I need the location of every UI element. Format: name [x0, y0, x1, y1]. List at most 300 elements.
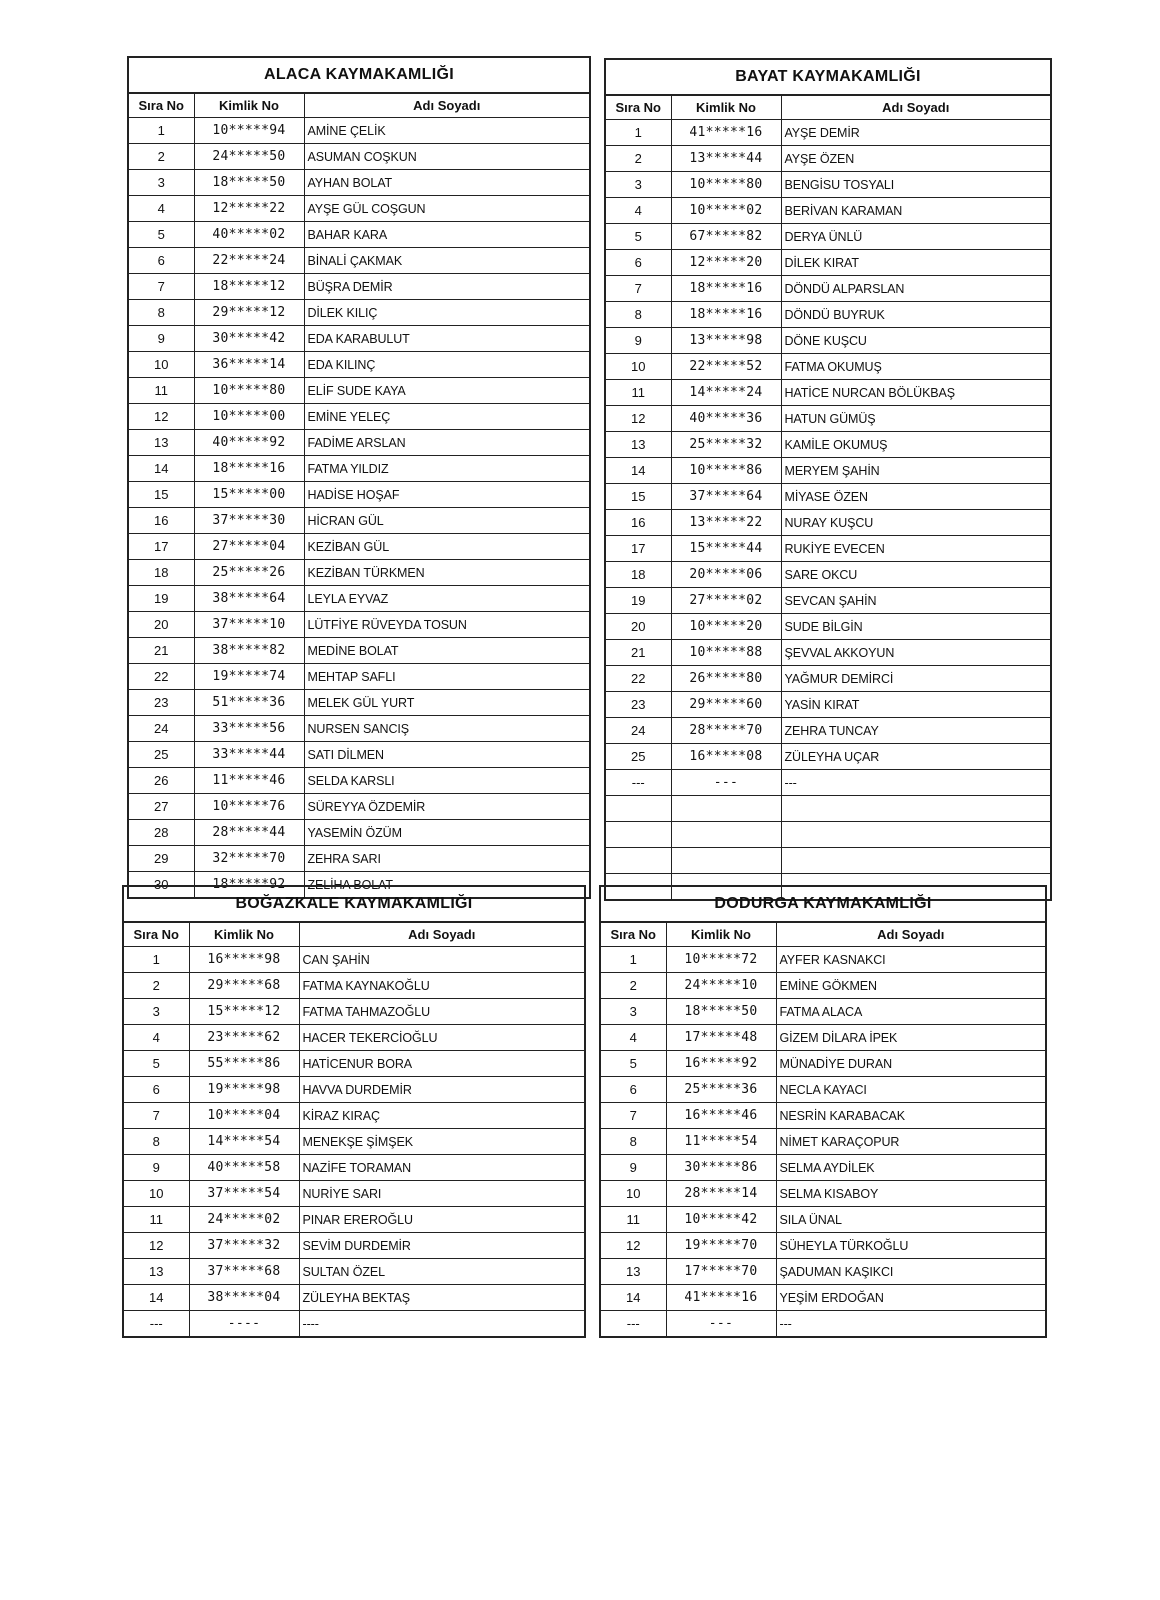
- row-number: 28: [128, 820, 194, 846]
- table-row: [605, 276, 1051, 302]
- row-number: 15: [128, 482, 194, 508]
- table-row: [123, 999, 585, 1025]
- row-full-name: MEHTAP SAFLI: [304, 664, 590, 690]
- row-full-name: BENGİSU TOSYALI: [781, 172, 1051, 198]
- table-row: [600, 1181, 1046, 1207]
- row-number: 7: [123, 1103, 189, 1129]
- row-full-name: SELMA KISABOY: [776, 1181, 1046, 1207]
- row-number: 12: [128, 404, 194, 430]
- row-number: 4: [128, 196, 194, 222]
- table-row: [600, 1285, 1046, 1311]
- row-number: 9: [128, 326, 194, 352]
- table-row: [128, 820, 590, 846]
- row-full-name: FADİME ARSLAN: [304, 430, 590, 456]
- row-full-name: ZELİHA BOLAT: [304, 872, 590, 899]
- table-row: [605, 510, 1051, 536]
- district-block-bayat: [604, 58, 1052, 901]
- row-full-name: NAZİFE TORAMAN: [299, 1155, 585, 1181]
- row-kimlik-no: ---: [671, 770, 781, 796]
- table-row: [605, 718, 1051, 744]
- row-kimlik-no: 37*****54: [189, 1181, 299, 1207]
- table-row: [128, 352, 590, 378]
- row-number: 7: [605, 276, 671, 302]
- table-row: [128, 638, 590, 664]
- row-number: 10: [128, 352, 194, 378]
- row-number: 26: [128, 768, 194, 794]
- row-full-name: HATUN GÜMÜŞ: [781, 406, 1051, 432]
- row-number: 8: [605, 302, 671, 328]
- table-row: [123, 947, 585, 973]
- table-row: [123, 1155, 585, 1181]
- row-kimlik-no: 37*****10: [194, 612, 304, 638]
- row-number: 23: [128, 690, 194, 716]
- row-number: 21: [605, 640, 671, 666]
- row-full-name: SEVİM DURDEMİR: [299, 1233, 585, 1259]
- table-row: [600, 1025, 1046, 1051]
- table-row: [600, 1077, 1046, 1103]
- row-full-name: BERİVAN KARAMAN: [781, 198, 1051, 224]
- table-row: [123, 1129, 585, 1155]
- row-number: 3: [605, 172, 671, 198]
- table-row: [123, 973, 585, 999]
- row-full-name: AYŞE GÜL COŞGUN: [304, 196, 590, 222]
- personnel-table: [127, 92, 591, 899]
- row-full-name: AYŞE DEMİR: [781, 120, 1051, 146]
- row-kimlik-no: 10*****20: [671, 614, 781, 640]
- row-number: 19: [605, 588, 671, 614]
- row-kimlik-no: 38*****04: [189, 1285, 299, 1311]
- table-row: [128, 560, 590, 586]
- row-kimlik-no: 23*****62: [189, 1025, 299, 1051]
- table-row: [600, 947, 1046, 973]
- table-row: [605, 328, 1051, 354]
- row-kimlik-no: 28*****70: [671, 718, 781, 744]
- personnel-table: [122, 921, 586, 1338]
- row-full-name: ŞEVVAL AKKOYUN: [781, 640, 1051, 666]
- row-kimlik-no: 10*****00: [194, 404, 304, 430]
- table-row: [123, 1051, 585, 1077]
- header-kimlik-no: Kimlik No: [194, 93, 304, 118]
- table-row: [123, 1025, 585, 1051]
- row-kimlik-no: 24*****50: [194, 144, 304, 170]
- table-row: [128, 794, 590, 820]
- row-kimlik-no: 18*****16: [194, 456, 304, 482]
- row-full-name: ----: [299, 1311, 585, 1338]
- row-number: 6: [600, 1077, 666, 1103]
- row-full-name: MEDİNE BOLAT: [304, 638, 590, 664]
- header-adi-soyadi: Adı Soyadı: [299, 922, 585, 947]
- row-full-name: SULTAN ÖZEL: [299, 1259, 585, 1285]
- row-full-name: NURAY KUŞCU: [781, 510, 1051, 536]
- row-number: [605, 796, 671, 822]
- table-row: [600, 1259, 1046, 1285]
- row-number: 25: [128, 742, 194, 768]
- row-kimlik-no: 51*****36: [194, 690, 304, 716]
- row-full-name: KAMİLE OKUMUŞ: [781, 432, 1051, 458]
- row-kimlik-no: ----: [189, 1311, 299, 1338]
- row-kimlik-no: 13*****98: [671, 328, 781, 354]
- row-full-name: DÖNE KUŞCU: [781, 328, 1051, 354]
- row-full-name: ŞADUMAN KAŞIKCI: [776, 1259, 1046, 1285]
- row-number: 7: [128, 274, 194, 300]
- row-full-name: KEZİBAN TÜRKMEN: [304, 560, 590, 586]
- row-full-name: MENEKŞE ŞİMŞEK: [299, 1129, 585, 1155]
- row-kimlik-no: 10*****76: [194, 794, 304, 820]
- table-row: [128, 222, 590, 248]
- table-row: [605, 562, 1051, 588]
- table-row: [605, 614, 1051, 640]
- table-row: [605, 224, 1051, 250]
- row-full-name: NURSEN SANCIŞ: [304, 716, 590, 742]
- table-row: [600, 1311, 1046, 1338]
- row-number: 9: [123, 1155, 189, 1181]
- row-kimlik-no: 15*****00: [194, 482, 304, 508]
- row-number: 14: [600, 1285, 666, 1311]
- row-full-name: MİYASE ÖZEN: [781, 484, 1051, 510]
- table-row: [128, 404, 590, 430]
- row-kimlik-no: 27*****02: [671, 588, 781, 614]
- row-number: 3: [128, 170, 194, 196]
- row-kimlik-no: 17*****70: [666, 1259, 776, 1285]
- personnel-table: [599, 921, 1047, 1338]
- table-row: [605, 744, 1051, 770]
- row-full-name: EMİNE YELEÇ: [304, 404, 590, 430]
- row-full-name: NESRİN KARABACAK: [776, 1103, 1046, 1129]
- row-kimlik-no: 10*****04: [189, 1103, 299, 1129]
- row-kimlik-no: 18*****12: [194, 274, 304, 300]
- row-full-name: ZEHRA SARI: [304, 846, 590, 872]
- row-kimlik-no: 18*****16: [671, 302, 781, 328]
- row-kimlik-no: 41*****16: [666, 1285, 776, 1311]
- row-kimlik-no: [671, 796, 781, 822]
- table-row: [605, 666, 1051, 692]
- row-full-name: SEVCAN ŞAHİN: [781, 588, 1051, 614]
- row-kimlik-no: 16*****92: [666, 1051, 776, 1077]
- table-row: [605, 354, 1051, 380]
- row-number: 18: [605, 562, 671, 588]
- row-kimlik-no: 30*****86: [666, 1155, 776, 1181]
- row-full-name: ELİF SUDE KAYA: [304, 378, 590, 404]
- row-number: 5: [600, 1051, 666, 1077]
- row-full-name: [781, 796, 1051, 822]
- table-row: [128, 846, 590, 872]
- row-number: 8: [128, 300, 194, 326]
- row-full-name: ---: [781, 770, 1051, 796]
- row-full-name: SILA ÜNAL: [776, 1207, 1046, 1233]
- row-number: [605, 822, 671, 848]
- row-number: 11: [600, 1207, 666, 1233]
- row-full-name: SELMA AYDİLEK: [776, 1155, 1046, 1181]
- row-number: 20: [605, 614, 671, 640]
- table-row: [605, 380, 1051, 406]
- row-number: 8: [600, 1129, 666, 1155]
- row-full-name: HACER TEKERCİOĞLU: [299, 1025, 585, 1051]
- row-number: 5: [123, 1051, 189, 1077]
- row-number: 15: [605, 484, 671, 510]
- table-row: [128, 534, 590, 560]
- row-kimlik-no: 37*****64: [671, 484, 781, 510]
- row-number: 17: [605, 536, 671, 562]
- table-row: [605, 822, 1051, 848]
- row-number: 12: [605, 406, 671, 432]
- district-block-dodurga: [599, 885, 1047, 1338]
- row-full-name: HAVVA DURDEMİR: [299, 1077, 585, 1103]
- row-full-name: SATI DİLMEN: [304, 742, 590, 768]
- row-kimlik-no: 16*****98: [189, 947, 299, 973]
- table-row: [600, 1155, 1046, 1181]
- row-kimlik-no: 18*****92: [194, 872, 304, 899]
- table-row: [128, 742, 590, 768]
- row-number: 1: [600, 947, 666, 973]
- row-kimlik-no: [671, 848, 781, 874]
- row-number: 30: [128, 872, 194, 899]
- row-kimlik-no: 14*****54: [189, 1129, 299, 1155]
- row-kimlik-no: 38*****82: [194, 638, 304, 664]
- table-row: [123, 1233, 585, 1259]
- table-row: [605, 250, 1051, 276]
- row-full-name: HATİCENUR BORA: [299, 1051, 585, 1077]
- row-full-name: LÜTFİYE RÜVEYDA TOSUN: [304, 612, 590, 638]
- table-header-row: [605, 95, 1051, 120]
- table-row: [605, 770, 1051, 796]
- row-full-name: PINAR EREROĞLU: [299, 1207, 585, 1233]
- personnel-table: [604, 94, 1052, 901]
- header-sira-no: Sıra No: [600, 922, 666, 947]
- row-full-name: BİNALİ ÇAKMAK: [304, 248, 590, 274]
- header-adi-soyadi: Adı Soyadı: [781, 95, 1051, 120]
- table-row: [123, 1207, 585, 1233]
- district-title: BAYAT KAYMAKAMLIĞI: [604, 58, 1052, 94]
- row-full-name: FATMA ALACA: [776, 999, 1046, 1025]
- row-number: 4: [605, 198, 671, 224]
- table-row: [605, 588, 1051, 614]
- row-number: 12: [123, 1233, 189, 1259]
- row-kimlik-no: 26*****80: [671, 666, 781, 692]
- row-number: 2: [600, 973, 666, 999]
- row-full-name: ZÜLEYHA BEKTAŞ: [299, 1285, 585, 1311]
- row-number: 2: [128, 144, 194, 170]
- row-full-name: SELDA KARSLI: [304, 768, 590, 794]
- row-kimlik-no: 18*****50: [666, 999, 776, 1025]
- row-kimlik-no: 29*****60: [671, 692, 781, 718]
- row-full-name: LEYLA EYVAZ: [304, 586, 590, 612]
- table-row: [605, 484, 1051, 510]
- row-full-name: KEZİBAN GÜL: [304, 534, 590, 560]
- district-title: ALACA KAYMAKAMLIĞI: [127, 56, 591, 92]
- row-kimlik-no: 15*****12: [189, 999, 299, 1025]
- row-number: 24: [605, 718, 671, 744]
- row-kimlik-no: 24*****02: [189, 1207, 299, 1233]
- row-kimlik-no: [671, 822, 781, 848]
- row-full-name: NECLA KAYACI: [776, 1077, 1046, 1103]
- row-full-name: BAHAR KARA: [304, 222, 590, 248]
- table-row: [128, 430, 590, 456]
- table-row: [605, 172, 1051, 198]
- row-full-name: RUKİYE EVECEN: [781, 536, 1051, 562]
- row-kimlik-no: 11*****54: [666, 1129, 776, 1155]
- row-kimlik-no: 37*****30: [194, 508, 304, 534]
- row-kimlik-no: 10*****88: [671, 640, 781, 666]
- row-full-name: DERYA ÜNLÜ: [781, 224, 1051, 250]
- row-full-name: KİRAZ KIRAÇ: [299, 1103, 585, 1129]
- row-number: 6: [123, 1077, 189, 1103]
- row-number: 23: [605, 692, 671, 718]
- table-row: [123, 1259, 585, 1285]
- table-row: [128, 456, 590, 482]
- table-header-row: [123, 922, 585, 947]
- row-full-name: FATMA YILDIZ: [304, 456, 590, 482]
- row-full-name: SUDE BİLGİN: [781, 614, 1051, 640]
- table-row: [123, 1077, 585, 1103]
- row-kimlik-no: 29*****68: [189, 973, 299, 999]
- row-kimlik-no: 40*****92: [194, 430, 304, 456]
- district-block-alaca: [127, 56, 591, 899]
- row-number: 1: [128, 118, 194, 144]
- row-kimlik-no: 19*****70: [666, 1233, 776, 1259]
- row-number: 20: [128, 612, 194, 638]
- row-number: 13: [600, 1259, 666, 1285]
- row-full-name: SÜREYYA ÖZDEMİR: [304, 794, 590, 820]
- table-row: [128, 768, 590, 794]
- table-row: [605, 536, 1051, 562]
- row-kimlik-no: 10*****94: [194, 118, 304, 144]
- row-kimlik-no: 19*****74: [194, 664, 304, 690]
- row-kimlik-no: 37*****32: [189, 1233, 299, 1259]
- row-number: 6: [128, 248, 194, 274]
- district-title: BOĞAZKALE KAYMAKAMLIĞI: [122, 885, 586, 921]
- row-number: 29: [128, 846, 194, 872]
- table-row: [128, 690, 590, 716]
- row-number: 22: [128, 664, 194, 690]
- row-number: 2: [123, 973, 189, 999]
- row-number: 17: [128, 534, 194, 560]
- header-kimlik-no: Kimlik No: [666, 922, 776, 947]
- row-number: 11: [605, 380, 671, 406]
- row-kimlik-no: 16*****08: [671, 744, 781, 770]
- row-number: 16: [605, 510, 671, 536]
- row-number: ---: [605, 770, 671, 796]
- row-number: 5: [605, 224, 671, 250]
- row-full-name: NURİYE SARI: [299, 1181, 585, 1207]
- row-full-name: MELEK GÜL YURT: [304, 690, 590, 716]
- row-number: 11: [123, 1207, 189, 1233]
- table-row: [605, 692, 1051, 718]
- header-adi-soyadi: Adı Soyadı: [304, 93, 590, 118]
- row-number: 11: [128, 378, 194, 404]
- table-row: [605, 146, 1051, 172]
- row-kimlik-no: 10*****86: [671, 458, 781, 484]
- row-full-name: FATMA OKUMUŞ: [781, 354, 1051, 380]
- row-kimlik-no: 27*****04: [194, 534, 304, 560]
- table-row: [128, 612, 590, 638]
- row-kimlik-no: 11*****46: [194, 768, 304, 794]
- row-kimlik-no: 13*****44: [671, 146, 781, 172]
- row-number: 9: [605, 328, 671, 354]
- table-row: [128, 300, 590, 326]
- table-row: [605, 458, 1051, 484]
- row-full-name: AMİNE ÇELİK: [304, 118, 590, 144]
- table-row: [128, 248, 590, 274]
- row-full-name: DÖNDÜ BUYRUK: [781, 302, 1051, 328]
- row-kimlik-no: 25*****36: [666, 1077, 776, 1103]
- row-kimlik-no: 13*****22: [671, 510, 781, 536]
- district-block-bogazkale: [122, 885, 586, 1338]
- row-number: 8: [123, 1129, 189, 1155]
- header-kimlik-no: Kimlik No: [189, 922, 299, 947]
- row-number: 10: [600, 1181, 666, 1207]
- row-number: 13: [128, 430, 194, 456]
- row-full-name: CAN ŞAHİN: [299, 947, 585, 973]
- table-row: [128, 144, 590, 170]
- row-number: 1: [605, 120, 671, 146]
- row-number: 3: [123, 999, 189, 1025]
- table-row: [123, 1311, 585, 1338]
- row-kimlik-no: 40*****36: [671, 406, 781, 432]
- row-kimlik-no: 30*****42: [194, 326, 304, 352]
- row-number: 14: [605, 458, 671, 484]
- row-number: 6: [605, 250, 671, 276]
- row-kimlik-no: 37*****68: [189, 1259, 299, 1285]
- table-row: [600, 1207, 1046, 1233]
- row-number: 12: [600, 1233, 666, 1259]
- header-kimlik-no: Kimlik No: [671, 95, 781, 120]
- row-full-name: YASEMİN ÖZÜM: [304, 820, 590, 846]
- table-row: [600, 1233, 1046, 1259]
- row-number: 14: [123, 1285, 189, 1311]
- row-number: 24: [128, 716, 194, 742]
- row-kimlik-no: 67*****82: [671, 224, 781, 250]
- row-kimlik-no: 10*****80: [194, 378, 304, 404]
- table-row: [605, 848, 1051, 874]
- table-header-row: [600, 922, 1046, 947]
- row-full-name: HİCRAN GÜL: [304, 508, 590, 534]
- row-kimlik-no: 33*****56: [194, 716, 304, 742]
- table-row: [128, 664, 590, 690]
- row-full-name: ---: [776, 1311, 1046, 1338]
- table-row: [600, 1129, 1046, 1155]
- row-number: 5: [128, 222, 194, 248]
- row-full-name: EMİNE GÖKMEN: [776, 973, 1046, 999]
- row-kimlik-no: 36*****14: [194, 352, 304, 378]
- row-kimlik-no: 24*****10: [666, 973, 776, 999]
- row-number: 2: [605, 146, 671, 172]
- table-row: [600, 999, 1046, 1025]
- row-full-name: MÜNADİYE DURAN: [776, 1051, 1046, 1077]
- row-kimlik-no: 29*****12: [194, 300, 304, 326]
- row-kimlik-no: 28*****44: [194, 820, 304, 846]
- row-full-name: DİLEK KIRAT: [781, 250, 1051, 276]
- row-number: 14: [128, 456, 194, 482]
- row-full-name: [781, 822, 1051, 848]
- row-number: ---: [123, 1311, 189, 1338]
- table-row: [128, 716, 590, 742]
- table-row: [128, 326, 590, 352]
- table-header-row: [128, 93, 590, 118]
- table-row: [128, 508, 590, 534]
- row-kimlik-no: 28*****14: [666, 1181, 776, 1207]
- row-number: 19: [128, 586, 194, 612]
- row-full-name: DİLEK KILIÇ: [304, 300, 590, 326]
- row-kimlik-no: 33*****44: [194, 742, 304, 768]
- row-kimlik-no: 32*****70: [194, 846, 304, 872]
- row-kimlik-no: ---: [666, 1311, 776, 1338]
- row-number: 16: [128, 508, 194, 534]
- table-row: [600, 973, 1046, 999]
- row-full-name: AYFER KASNAKCI: [776, 947, 1046, 973]
- row-full-name: EDA KILINÇ: [304, 352, 590, 378]
- row-number: 3: [600, 999, 666, 1025]
- row-number: ---: [600, 1311, 666, 1338]
